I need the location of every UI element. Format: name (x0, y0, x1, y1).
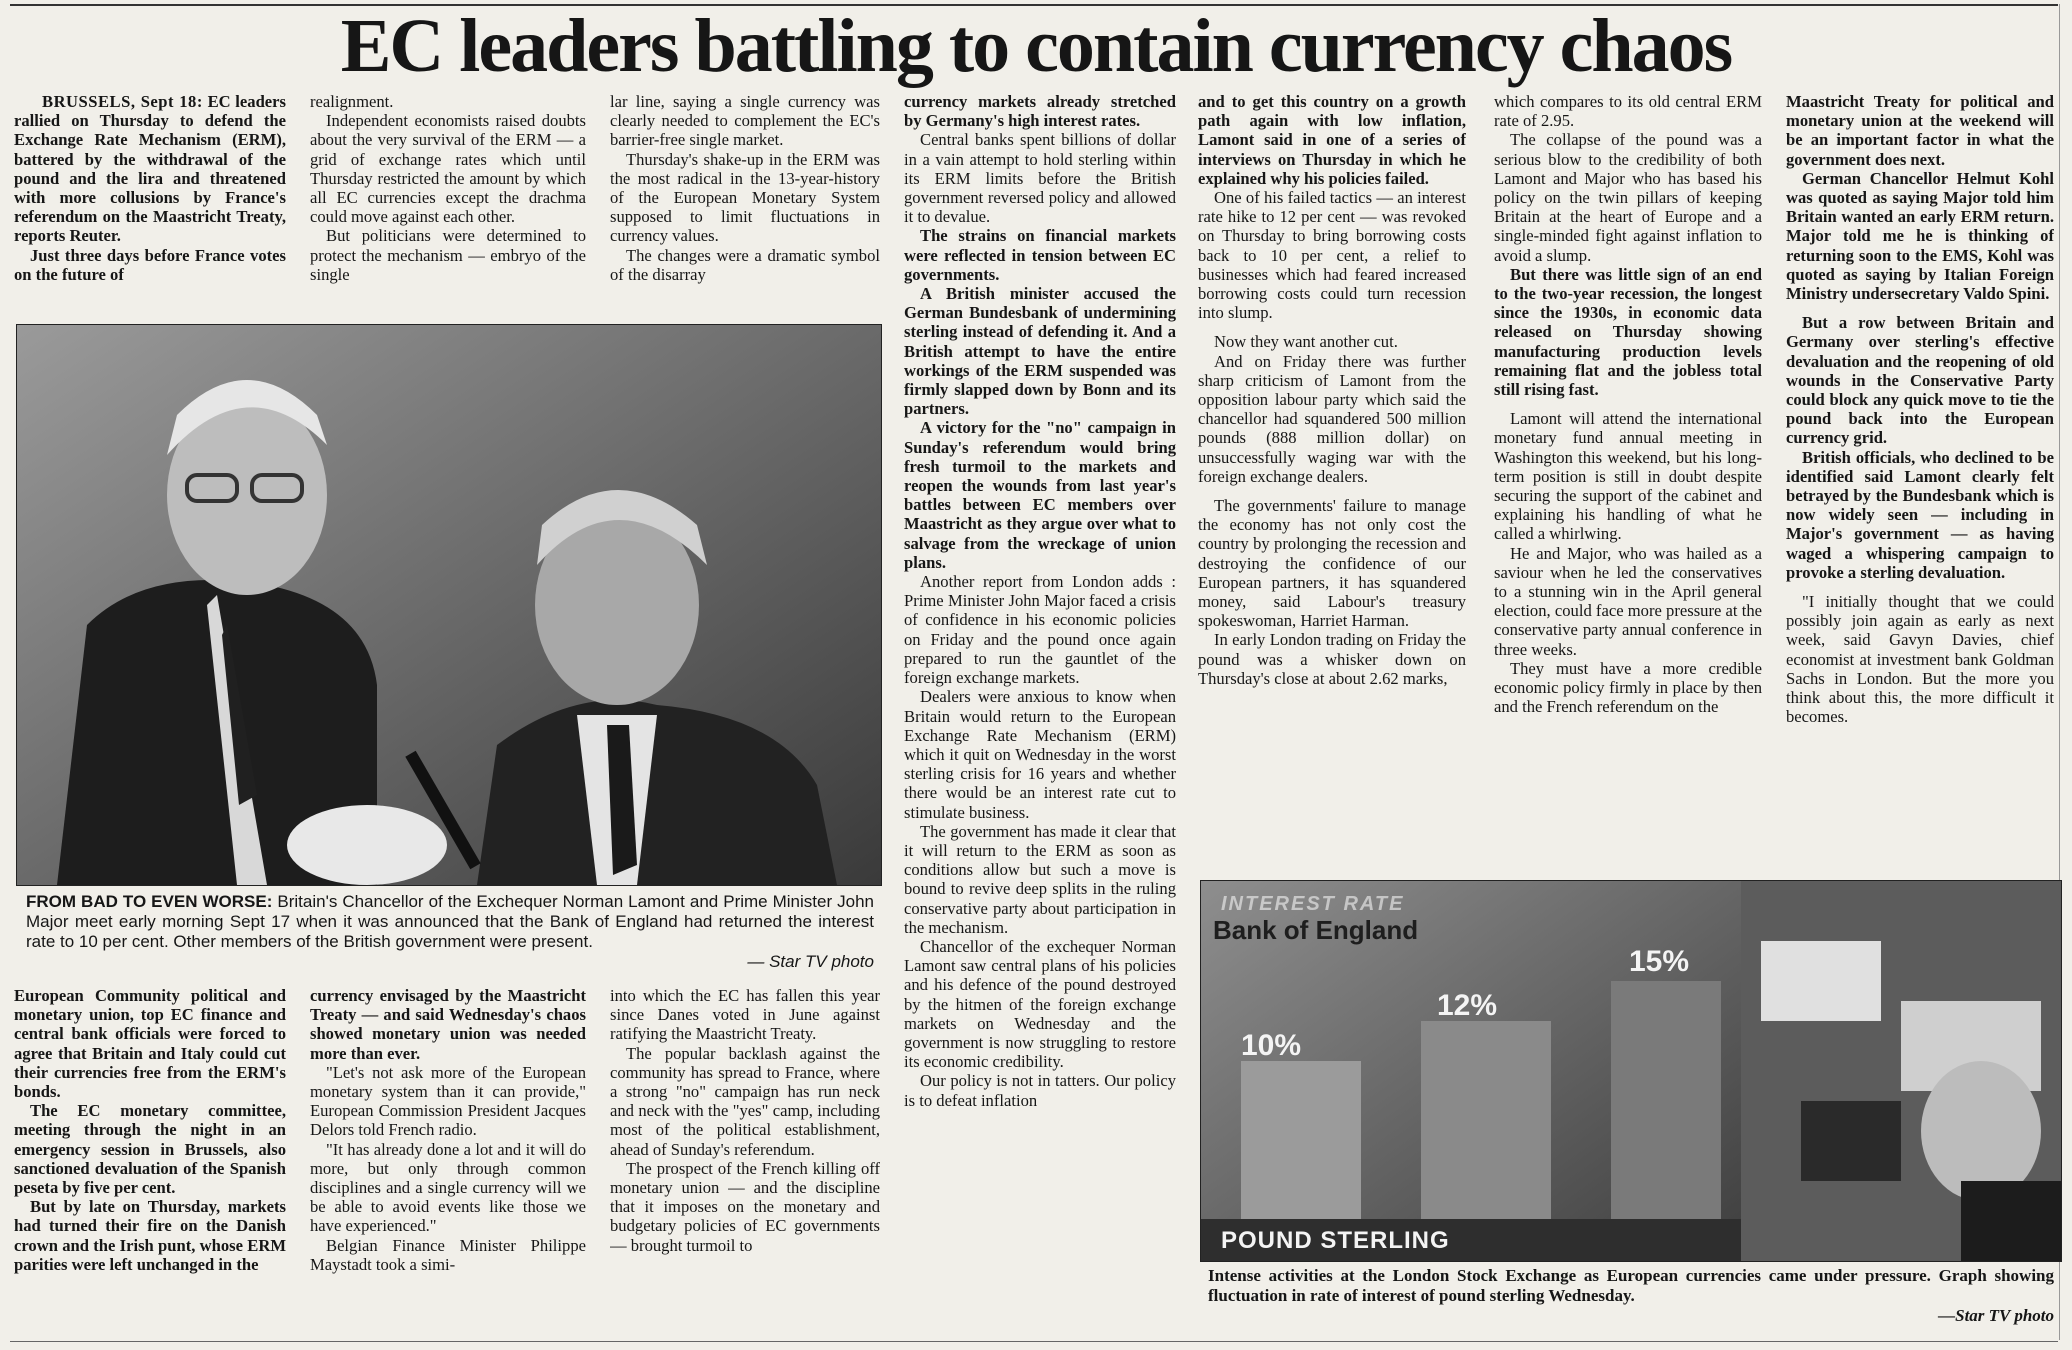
paragraph: which compares to its old central ERM rate of 2.95. (1494, 92, 1762, 131)
bar-label-12: 12% (1437, 989, 1498, 1022)
paragraph: Chancellor of the exchequer Norman Lamont saw central plans of his policies and his defence of the pound destroyed by the hitmen of the foreign exchange markets on Wednesday and the government is now struggling to restore its economic credibility. (904, 936, 1176, 1072)
spacer (1198, 322, 1466, 332)
paragraph: Now they want another cut. (1214, 332, 1398, 352)
paragraph: In early London trading on Friday the pound was a whisker down on Thursday's close at about 2.62 marks, (1198, 630, 1466, 688)
paragraph: Dealers were anxious to know when Britain would return to the European Exchange Rate Mechanism (ERM) which it quit on Wednesday in the worst sterling crisis for 16 years and whether there would be an interest rate cut to stimulate business. (904, 687, 1176, 822)
paragraph: currency envisaged by the Maastricht Treaty — and said Wednesday's chaos showed monetary union was needed more than ever. (310, 986, 586, 1063)
paragraph: A victory for the "no" campaign in Sunday's referendum would bring fresh turmoil to the markets and reopen the wounds from last year's battles between EC members over Maastricht as they argue over what to salvage from the wreckage of union plans. (904, 418, 1176, 572)
paragraph: and to get this country on a growth path again with low inflation, Lamont said in one of a series of interviews on Thursday in which he explained why his policies failed. (1198, 92, 1466, 188)
caption-credit: —Star TV photo (1938, 1306, 2054, 1325)
paragraph: But a row between Britain and Germany over sterling's effective devaluation and the reopening of old wounds in the Conservative Party could block any quick move to tie the pound back into the European currency grid. (1786, 313, 2054, 448)
paragraph: BRUSSELS, Sept 18: EC leaders rallied on Thursday to defend the Exchange Rate Mechanism (ERM), battered by the withdrawal of the pound and the lira and threatened with more collusions by France's referendum on the Maastricht Treaty, reports Reuter. (14, 92, 286, 246)
paragraph: A British minister accused the German Bundesbank of undermining sterling instead of defending it. And a British attempt to have the entire workings of the ERM suspended was firmly slapped down by Bonn and its partners. (904, 284, 1176, 419)
headline: EC leaders battling to contain currency chaos (340, 4, 1732, 88)
paragraph: One of his failed tactics — an interest rate hike to 12 per cent — was revoked on Thursday to bring borrowing costs back to 10 per cent, a relief to businesses which had feared increased borrowing costs could turn recession into slump. (1198, 188, 1466, 323)
column-5 (1198, 92, 1466, 864)
paragraph: Our policy is not in tatters. Our policy is to defeat inflation (904, 1071, 1176, 1110)
paragraph: European Community political and monetary union, top EC finance and central bank officials were forced to agree that Britain and Italy could cut their currencies free from the ERM's bonds. (14, 986, 286, 1102)
paragraph: The changes were a dramatic symbol of the disarray (610, 245, 880, 284)
paragraph: Central banks spent billions of dollar in a vain attempt to hold sterling within its ERM limits before the British government reversed policy and allowed it to devalue. (904, 130, 1176, 227)
column-7 (1786, 92, 2054, 864)
paragraph: Independent economists raised doubts about the very survival of the ERM — a grid of exchange rates which until Thursday restricted the amount by which all EC currencies except the drachma could move against each other. (310, 111, 586, 227)
column-2-top (310, 92, 586, 320)
paragraph: But politicians were determined to protect the mechanism — embryo of the single (310, 226, 586, 284)
column-3-top (610, 92, 880, 320)
paragraph: He and Major, who was hailed as a saviour when he led the conservatives to a stunning win in the April general election, could face more pressure at the conservative party annual conference in three weeks. (1494, 543, 1762, 659)
spacer (1786, 582, 2054, 592)
caption-text: Intense activities at the London Stock Exchange as European currencies came under pressure. Graph showing fluctuation in rate of interest of pound sterling Wednesday. (1208, 1266, 2054, 1305)
paragraph: realignment. (310, 92, 394, 111)
paragraph: British officials, who declined to be identified said Lamont clearly felt betrayed by the Bundesbank which is now widely seen — including in Major's government — as having waged a whispering campaign to provoke a sterling devaluation. (1786, 447, 2054, 582)
paragraph: The collapse of the pound was a serious blow to the credibility of both Lamont and Major who has based his policy on the twin pillars of keeping Britain at the heart of Europe and a single-minded fight against inflation to avoid a slump. (1494, 130, 1762, 265)
photo-caption-1 (26, 892, 874, 982)
paragraph: Thursday's shake-up in the ERM was the most radical in the 13-year-history of the European Monetary System supposed to limit fluctuations in currency values. (610, 149, 880, 246)
paragraph: "I initially thought that we could possibly join again as early as next week, said Gavyn Davies, chief economist at investment bank Goldman Sachs in London. But the more you think about this, the more difficult it becomes. (1786, 592, 2054, 727)
bar-label-15: 15% (1629, 945, 1690, 978)
photo-lamont-major (16, 324, 882, 886)
spacer (1786, 303, 2054, 313)
overlay-heading: INTEREST RATE (1221, 893, 1405, 915)
column-4 (904, 92, 1176, 1326)
paragraph: The strains on financial markets were reflected in tension between EC governments. (904, 226, 1176, 284)
column-1-bottom (14, 986, 286, 1326)
paragraph: Belgian Finance Minister Philippe Maystadt took a simi- (310, 1235, 586, 1274)
paragraph: But by late on Thursday, markets had turned their fire on the Danish crown and the Irish punt, whose ERM parities were left unchanged in the (14, 1197, 286, 1274)
spacer (1494, 399, 1762, 409)
paragraph: Lamont will attend the international monetary fund annual meeting in Washington this weekend, but his long-term position is still in doubt despite securing the support of the cabinet and explaining his handling of what he called a whirlwing. (1494, 409, 1762, 544)
photo-stock-exchange (1200, 880, 2062, 1262)
paragraph: Maastricht Treaty for political and monetary union at the weekend will be an important factor in what the government does next. (1786, 92, 2054, 169)
caption-text: Britain's Chancellor of the Exchequer Norman Lamont and Prime Minister John Major meet early morning Sept 17 when it was announced that the Bank of England had returned the interest rate to 10 per cent. Other members of the British government were present. (26, 892, 874, 951)
spacer (1198, 486, 1466, 496)
paragraph: The popular backlash against the community has spread to France, where a strong "no" campaign has run neck and neck with the "yes" camp, including most of the political establishment, ahead of Sunday's referendum. (610, 1043, 880, 1159)
caption-credit: — Star TV photo (747, 952, 874, 971)
column-2-bottom (310, 986, 586, 1326)
paragraph: Just three days before France votes on the future of (14, 245, 286, 284)
column-1-top (14, 92, 286, 320)
column-6 (1494, 92, 1762, 864)
paragraph: And on Friday there was further sharp criticism of Lamont from the opposition labour party which said the chancellor had squandered 500 million pounds (888 million dollar) on unsuccessfully waging war with the foreign exchange dealers. (1198, 351, 1466, 486)
paragraph: lar line, saying a single currency was clearly needed to complement the EC's barrier-free single market. (610, 92, 880, 150)
paragraph: German Chancellor Helmut Kohl was quoted as saying Major told him Britain wanted an early ERM return. Major told me he is thinking of returning soon to the EMS, Kohl was quoted as saying by Italian Foreign Ministry undersecretary Valdo Spini. (1786, 168, 2054, 304)
column-3-bottom (610, 986, 880, 1326)
paragraph: The governments' failure to manage the economy has not only cost the country by prolonging the recession and destroying the confidence of our European partners, it has squandered money, said Labour's treasury spokeswoman, Harriet Harman. (1198, 496, 1466, 631)
overlay-bank: Bank of England (1213, 915, 1419, 945)
paragraph: They must have a more credible economic policy firmly in place by then and the French referendum on the (1494, 658, 1762, 717)
dateline: BRUSSELS, Sept 18: (42, 92, 203, 111)
paragraph: currency markets already stretched by Germany's high interest rates. (904, 92, 1176, 131)
paragraph: Another report from London adds : Prime Minister John Major faced a crisis of confidence in his economic policies on Friday and the pound once again prepared to run the gauntlet of the foreign exchange markets. (904, 572, 1176, 688)
overlay-footer: POUND STERLING (1221, 1227, 1450, 1254)
caption-lead: FROM BAD TO EVEN WORSE: (26, 892, 273, 911)
paragraph: "Let's not ask more of the European monetary system than it can provide," European Commission President Jacques Delors told French radio. (310, 1062, 586, 1140)
paragraph: The prospect of the French killing off monetary union — and the discipline that it imposes on the monetary and budgetary policies of EC governments — brought turmoil to (610, 1158, 880, 1255)
paragraph: into which the EC has fallen this year since Danes voted in June against ratifying the Maastricht Treaty. (610, 986, 880, 1044)
paragraph: The EC monetary committee, meeting through the night in an emergency session in Brussels, also sanctioned devaluation of the Spanish peseta by five per cent. (14, 1101, 286, 1198)
paragraph: "It has already done a lot and it will do more, but only through common disciplines and a single currency will we be able to avoid events like those we have experienced." (310, 1139, 586, 1236)
photo-illustration (17, 325, 881, 885)
photo-caption-2 (1208, 1266, 2054, 1328)
bottom-rule (10, 1341, 2058, 1342)
paragraph: The government has made it clear that it will return to the ERM as soon as conditions allow but such a move is bound to revive deep splits in the ruling conservative party about participation in the mechanism. (904, 821, 1176, 937)
paragraph: But there was little sign of an end to the two-year recession, the longest since the 1930s, in economic data released on Thursday showing manufacturing production levels remaining flat and the jobless total still rising fast. (1494, 264, 1762, 400)
bar-label-10: 10% (1241, 1029, 1302, 1062)
